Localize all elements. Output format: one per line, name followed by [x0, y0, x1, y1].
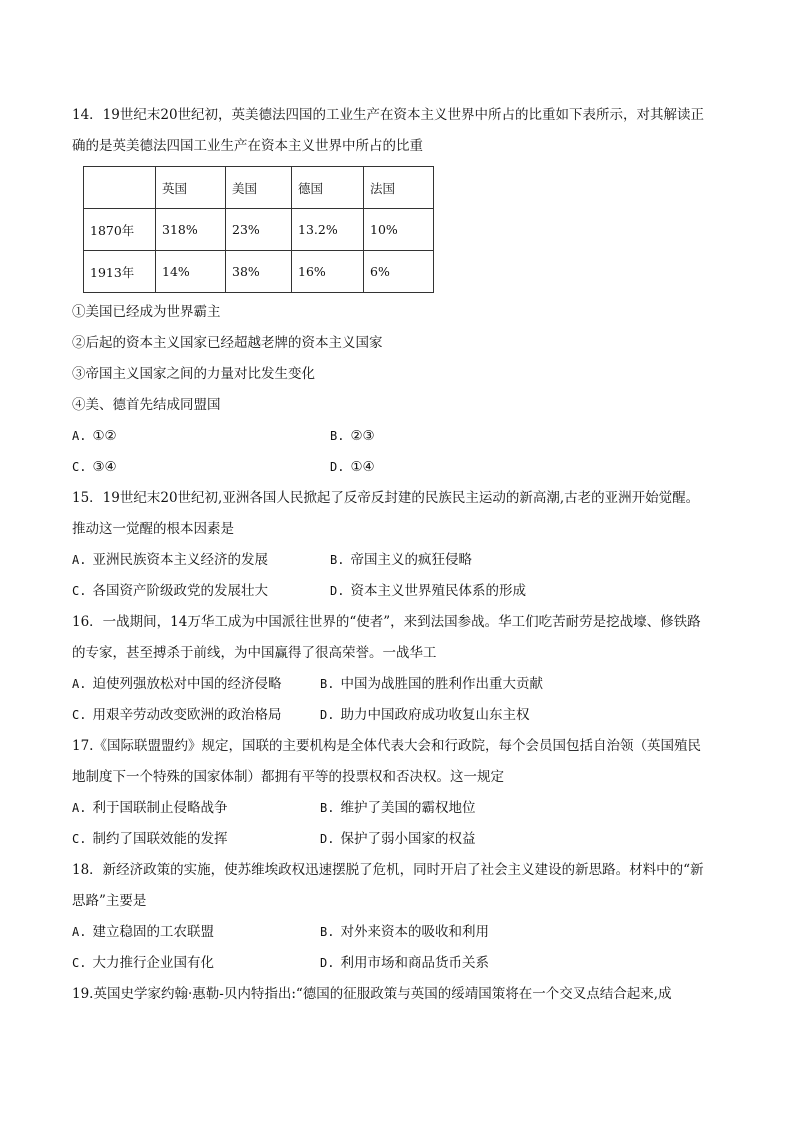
table-header-cell: 法国: [364, 167, 434, 209]
question-14-stem-line-2: 确的是英美德法四国工业生产在资本主义世界中所占的比重: [72, 138, 423, 154]
option-a[interactable]: [72, 421, 330, 452]
industry-share-table: [83, 166, 434, 293]
option-text: 中国为战胜国的胜利作出重大贡献: [340, 676, 543, 692]
option-row: [72, 824, 728, 855]
question-16-stem-line-2: 的专家，甚至搏杀于前线，为中国赢得了很高荣誉。一战华工: [72, 645, 437, 661]
statement-3: ③帝国主义国家之间的力量对比发生变化: [72, 366, 315, 382]
option-label: A.: [72, 801, 87, 815]
table-row: [84, 209, 434, 251]
option-text: ②③: [350, 428, 375, 444]
question-15-stem-line-2: 推动这一觉醒的根本因素是: [72, 521, 234, 537]
question-18: [72, 855, 728, 979]
option-text: 亚洲民族资本主义经济的发展: [92, 552, 268, 568]
option-c[interactable]: [72, 948, 320, 979]
question-18-stem-line-2: 思路”主要是: [72, 893, 147, 909]
option-d[interactable]: [330, 576, 526, 607]
option-d[interactable]: [320, 948, 489, 979]
table-cell: 13.2%: [292, 209, 364, 251]
table-cell: 10%: [364, 209, 434, 251]
option-label: A.: [72, 925, 87, 939]
option-label: D.: [320, 708, 335, 722]
option-row: [72, 576, 728, 607]
option-row: [72, 793, 728, 824]
question-14: [72, 100, 728, 483]
option-b[interactable]: [320, 793, 475, 824]
option-text: 帝国主义的疯狂侵略: [350, 552, 472, 568]
option-text: 利用市场和商品货币关系: [340, 955, 489, 971]
option-b[interactable]: [330, 421, 375, 452]
option-text: ①②: [92, 428, 117, 444]
option-d[interactable]: [320, 824, 475, 855]
option-text: 维护了美国的霸权地位: [340, 800, 476, 816]
option-text: 建立稳固的工农联盟: [92, 924, 214, 940]
option-a[interactable]: [72, 545, 330, 576]
option-label: B.: [320, 677, 335, 691]
question-18-stem-line-1: 18．新经济政策的实施，使苏维埃政权迅速摆脱了危机，同时开启了社会主义建设的新思路。材料中的“新: [72, 862, 704, 878]
table-header-row: [84, 167, 434, 209]
statement-4: ④美、德首先结成同盟国: [72, 397, 221, 413]
option-text: 对外来资本的吸收和利用: [340, 924, 489, 940]
question-17-stem-line-2: 地制度下一个特殊的国家体制）都拥有平等的投票权和否决权。这一规定: [72, 769, 504, 785]
question-15-stem-line-1: 15．19世纪末20世纪初,亚洲各国人民掀起了反帝反封建的民族民主运动的新高潮,古老的亚洲开始觉醒。: [72, 490, 700, 506]
table-cell: 318%: [156, 209, 226, 251]
option-label: A.: [72, 429, 87, 443]
option-d[interactable]: [330, 452, 375, 483]
table-cell: 16%: [292, 251, 364, 293]
table-cell: 6%: [364, 251, 434, 293]
table-header-cell: [84, 167, 156, 209]
option-text: ①④: [350, 459, 375, 475]
option-label: D.: [330, 460, 345, 474]
option-label: A.: [72, 677, 87, 691]
option-label: D.: [320, 832, 335, 846]
table-row: [84, 251, 434, 293]
option-text: 助力中国政府成功收复山东主权: [340, 707, 530, 723]
statement-1: ①美国已经成为世界霸主: [72, 304, 221, 320]
option-row: [72, 452, 728, 483]
option-row: [72, 917, 728, 948]
option-text: ③④: [92, 459, 117, 475]
option-row: [72, 421, 728, 452]
option-label: A.: [72, 553, 87, 567]
option-row: [72, 545, 728, 576]
option-label: C.: [72, 708, 87, 722]
question-14-stem-line-1: 14．19世纪末20世纪初，英美德法四国的工业生产在资本主义世界中所占的比重如下表所示，对其解读正: [72, 107, 705, 123]
option-label: C.: [72, 832, 87, 846]
option-a[interactable]: [72, 669, 320, 700]
option-text: 各国资产阶级政党的发展壮大: [92, 583, 268, 599]
option-text: 迫使列强放松对中国的经济侵略: [92, 676, 282, 692]
option-label: C.: [72, 460, 87, 474]
question-15: [72, 483, 728, 607]
option-text: 资本主义世界殖民体系的形成: [350, 583, 526, 599]
option-b[interactable]: [320, 917, 489, 948]
question-16: [72, 607, 728, 731]
table-header-cell: 德国: [292, 167, 364, 209]
option-a[interactable]: [72, 917, 320, 948]
option-d[interactable]: [320, 700, 529, 731]
question-19: [72, 979, 728, 1010]
table-header-cell: 英国: [156, 167, 226, 209]
option-label: D.: [330, 584, 345, 598]
option-c[interactable]: [72, 824, 320, 855]
table-header-cell: 美国: [226, 167, 292, 209]
option-text: 制约了国联效能的发挥: [92, 831, 228, 847]
option-label: C.: [72, 956, 87, 970]
option-c[interactable]: [72, 452, 330, 483]
option-row: [72, 948, 728, 979]
option-row: [72, 669, 728, 700]
option-text: 用艰辛劳动改变欧洲的政治格局: [92, 707, 282, 723]
question-19-stem-line-1: 19.英国史学家约翰·惠勒-贝内特指出:“德国的征服政策与英国的绥靖国策将在一个交叉点结合起来,成: [72, 986, 672, 1002]
option-text: 大力推行企业国有化: [92, 955, 214, 971]
option-a[interactable]: [72, 793, 320, 824]
option-b[interactable]: [320, 669, 543, 700]
option-text: 利于国联制止侵略战争: [92, 800, 228, 816]
question-17: [72, 731, 728, 855]
table-cell: 14%: [156, 251, 226, 293]
statement-2: ②后起的资本主义国家已经超越老牌的资本主义国家: [72, 335, 383, 351]
option-c[interactable]: [72, 576, 330, 607]
question-17-stem-line-1: 17.《国际联盟盟约》规定，国联的主要机构是全体代表大会和行政院，每个会员国包括自治领（英国殖民: [72, 738, 701, 754]
option-label: B.: [330, 553, 345, 567]
table-cell: 38%: [226, 251, 292, 293]
option-c[interactable]: [72, 700, 320, 731]
option-label: B.: [330, 429, 345, 443]
option-text: 保护了弱小国家的权益: [340, 831, 476, 847]
option-label: D.: [320, 956, 335, 970]
option-b[interactable]: [330, 545, 472, 576]
table-cell: 23%: [226, 209, 292, 251]
exam-page: [72, 100, 728, 1010]
option-label: B.: [320, 801, 335, 815]
option-row: [72, 700, 728, 731]
option-label: C.: [72, 584, 87, 598]
question-16-stem-line-1: 16．一战期间，14万华工成为中国派往世界的“使者”，来到法国参战。华工们吃苦耐劳是挖战壕、修铁路: [72, 614, 701, 630]
option-label: B.: [320, 925, 335, 939]
table-cell: 1870年: [84, 209, 156, 251]
table-cell: 1913年: [84, 251, 156, 293]
